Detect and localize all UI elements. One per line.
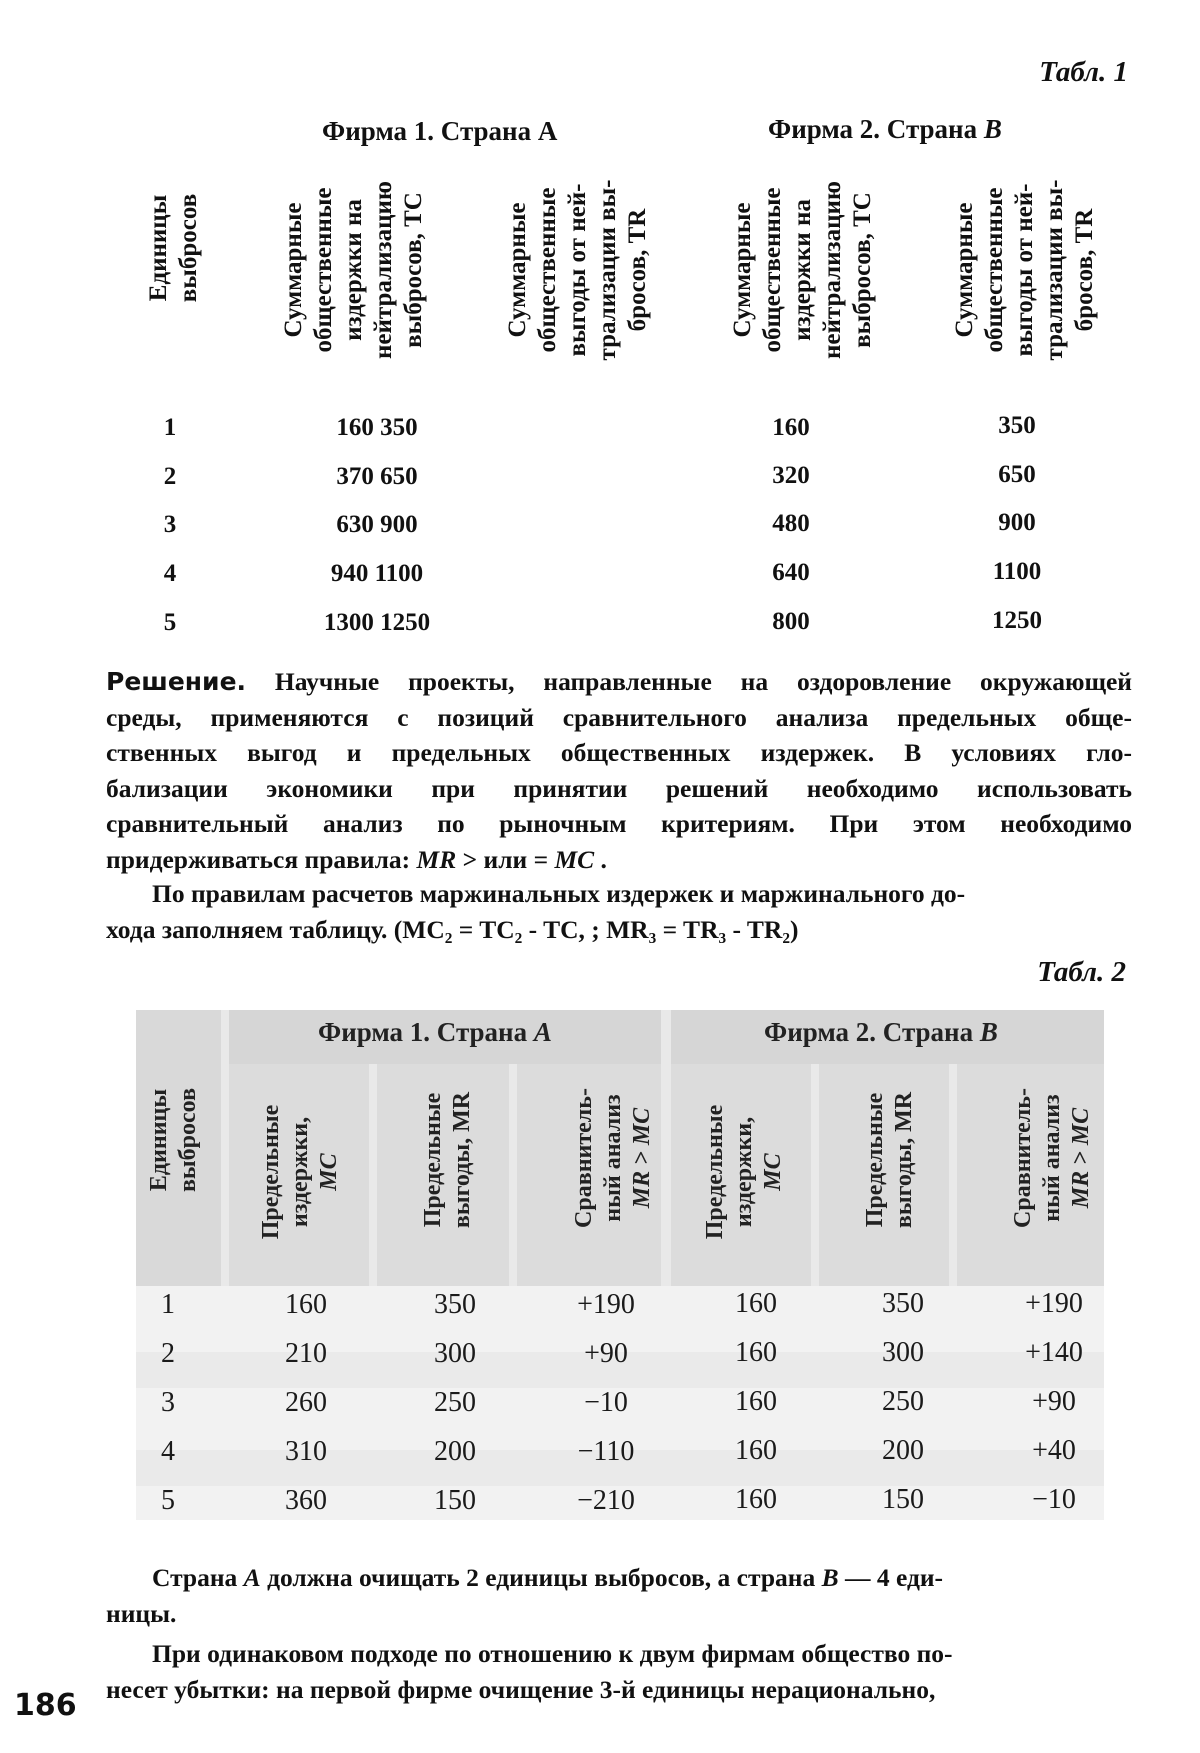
table2-cell-a-cmp: +90	[584, 1338, 628, 1369]
table2-cell-b-mr: 200	[882, 1435, 924, 1466]
text-segment: придерживаться правила:	[106, 844, 417, 874]
text-line: несет убытки: на первой фирме очищение 3-й единицы нерационально,	[106, 1674, 936, 1704]
table2-col-a-cmp	[570, 1088, 656, 1228]
firm1-country-letter: A	[533, 1017, 552, 1047]
col-mc-line: Предельные	[257, 1104, 284, 1240]
table2-cell-b-mr: 300	[882, 1337, 924, 1368]
col-tr-line: трализации вы-	[1041, 179, 1068, 361]
table2-cell-b-mr: 250	[882, 1386, 924, 1417]
table1-cell-a: 1300 1250	[323, 609, 431, 636]
col-tr-line: выгоды от ней-	[1011, 183, 1038, 357]
table2-cell-b-cmp: −10	[1032, 1484, 1076, 1515]
text-line	[106, 842, 1132, 878]
table1-cell-unit: 3	[163, 511, 177, 538]
text-segment: > или =	[456, 844, 555, 874]
table1-cell-b-tc: 640	[772, 559, 810, 586]
text-segment: должна очищать 2 единицы выбросов, а страна	[260, 1563, 822, 1592]
col-tc-line: издержки на	[789, 199, 816, 341]
col-tc-line: издержки на	[340, 199, 367, 341]
col-mc-line: MC	[315, 1153, 342, 1191]
table2-cell-a-cmp: −10	[584, 1387, 628, 1418]
text-segment: Страна	[152, 1563, 244, 1592]
table1-cell-b-tr: 1100	[992, 558, 1042, 585]
page-number: 186	[14, 1688, 77, 1723]
table1-col-units	[144, 194, 204, 302]
text-segment: .	[594, 844, 607, 874]
text-line: среды, применяются с позиций сравнительного анализа предельных обще-	[106, 702, 1132, 732]
text-line: При одинаковом подходе по отношению к двум фирмам общество по-	[152, 1639, 953, 1668]
col-tr-line: общественные	[981, 187, 1008, 353]
text-line	[106, 1560, 1132, 1596]
col-tr-line: трализации вы-	[594, 179, 621, 361]
col-cmp-line: Сравнитель-	[1009, 1088, 1036, 1228]
table2-cell-b-cmp: +190	[1025, 1288, 1083, 1319]
text-line: ницы.	[106, 1598, 177, 1628]
solution-label: Решение.	[106, 667, 247, 696]
table2-cell-a-mc: 210	[285, 1338, 327, 1369]
col-tr-line: Суммарные	[951, 202, 978, 338]
col-mr-line: выгоды, MR	[449, 1091, 475, 1229]
country-letter: B	[821, 1563, 839, 1592]
table1-cell-unit: 2	[163, 463, 177, 490]
table2-caption: Табл. 2	[1037, 956, 1126, 988]
table2-cell-b-mc: 160	[735, 1337, 777, 1368]
table1-col-a-tc	[279, 181, 429, 359]
country-letter: A	[243, 1563, 261, 1592]
col-units-line: Единицы	[146, 1088, 173, 1192]
table1-cell-unit: 1	[163, 414, 177, 441]
col-mc-line: издержки,	[286, 1116, 313, 1228]
table1-col-b-tr	[950, 180, 1100, 361]
table1-caption: Табл. 1	[1039, 56, 1128, 88]
table1-cell-b-tr: 900	[998, 509, 1036, 536]
col-tc-line: выбросов, TC	[400, 192, 427, 348]
text-line: По правилам расчетов маржинальных издержек и маржинального до-	[152, 879, 966, 908]
col-tc-line: нейтрализацию	[370, 180, 397, 360]
table2-cell-b-cmp: +40	[1032, 1435, 1076, 1466]
table1-cell-b-tc: 320	[772, 462, 810, 489]
col-tc-line: выбросов, TC	[849, 192, 876, 348]
table2-col-a-mc	[257, 1105, 343, 1240]
table2-cell-b-mc: 160	[735, 1435, 777, 1466]
table2-cell-b-mr: 350	[882, 1288, 924, 1319]
firm2-label: Фирма 2. Страна	[764, 1017, 980, 1047]
col-cmp-line: ный анализ	[599, 1094, 626, 1222]
table2-col-units	[145, 1088, 203, 1192]
table2-cell-a-mc: 260	[285, 1387, 327, 1418]
col-mc-line: издержки,	[730, 1116, 757, 1228]
table2-cell-unit: 5	[161, 1485, 175, 1516]
table1-cell-b-tr: 1250	[992, 607, 1042, 634]
calc-paragraph	[106, 876, 1132, 947]
col-tc-line: общественные	[759, 187, 786, 353]
table2-cell-b-cmp: +140	[1025, 1337, 1083, 1368]
col-mc-line: MC	[759, 1153, 786, 1191]
col-tr-line: бросов, TR	[1071, 208, 1098, 332]
table2-col-b-cmp	[1009, 1088, 1095, 1228]
col-cmp-line: Сравнитель-	[570, 1088, 597, 1228]
col-tr-line: общественные	[534, 187, 561, 353]
table2-cell-unit: 2	[161, 1338, 175, 1369]
table2-cell-a-mr: 150	[434, 1485, 476, 1516]
firm2-label: Фирма 2. Страна	[768, 114, 984, 144]
firm2-country-letter: B	[983, 114, 1002, 144]
table2-firm1-header	[318, 1017, 552, 1048]
text-line	[106, 664, 1132, 700]
col-tr-line: Суммарные	[504, 202, 531, 338]
firm2-country-letter: B	[979, 1017, 998, 1047]
table1-cell-a: 370 650	[336, 463, 418, 490]
table2-cell-a-mc: 360	[285, 1485, 327, 1516]
table1-cell-b-tc: 160	[772, 414, 810, 441]
formula-mc: MC	[554, 844, 595, 874]
col-cmp-line: MR > MC	[1067, 1107, 1094, 1209]
solution-paragraph	[106, 664, 1132, 877]
table1-col-a-tr	[503, 180, 653, 361]
table2-cell-b-cmp: +90	[1032, 1386, 1076, 1417]
col-tr-line: бросов, TR	[624, 208, 651, 332]
col-units-line: Единицы	[145, 194, 172, 302]
col-tc-line: общественные	[310, 187, 337, 353]
text-line: ственных выгод и предельных общественных издержек. В условиях гло-	[106, 738, 1132, 767]
table2-cell-a-mr: 200	[434, 1436, 476, 1467]
col-cmp-line: MR > MC	[628, 1107, 655, 1209]
table2-cell-a-cmp: +190	[577, 1289, 635, 1320]
table2-cell-b-mc: 160	[735, 1288, 777, 1319]
table2-cell-a-mc: 160	[285, 1289, 327, 1320]
table2-col-b-mc	[701, 1105, 787, 1240]
table2-cell-a-mr: 350	[434, 1289, 476, 1320]
table2-cell-a-cmp: −110	[577, 1436, 635, 1467]
table1-firm2-header	[768, 114, 1002, 145]
table1-cell-b-tr: 350	[998, 412, 1036, 439]
table1-cell-a: 630 900	[336, 511, 418, 538]
col-mr-line: выгоды, MR	[891, 1091, 917, 1229]
col-units-line: выбросов	[175, 1087, 201, 1193]
table1-cell-b-tr: 650	[998, 461, 1036, 488]
conclusion-paragraph-2	[106, 1636, 1132, 1707]
col-tc-line: Суммарные	[729, 202, 756, 338]
text-line: бализации экономики при принятии решений необходимо использовать	[106, 773, 1132, 803]
col-units-line: выбросов	[175, 193, 202, 303]
table1-cell-a: 940 1100	[330, 560, 424, 587]
table2-cell-a-mr: 250	[434, 1387, 476, 1418]
table2-cell-unit: 4	[161, 1436, 175, 1467]
col-tc-line: Суммарные	[280, 202, 307, 338]
table2-cell-unit: 1	[161, 1289, 175, 1320]
col-mr-line: Предельные	[862, 1092, 889, 1228]
table2-cell-a-cmp: −210	[577, 1485, 635, 1516]
text-segment: — 4 еди-	[838, 1563, 944, 1592]
table1-col-b-tc	[728, 181, 878, 359]
firm1-label: Фирма 1. Страна	[318, 1017, 534, 1047]
text-line: хода заполняем таблицу. (MC₂ = TC₂ - TC, ; MR₃ = TR₃ - TR₂)	[106, 914, 799, 944]
table1-cell-unit: 4	[163, 560, 177, 587]
table1-cell-b-tc: 800	[772, 608, 810, 635]
table1-firm1-header: Фирма 1. Страна А	[322, 116, 558, 146]
table2-cell-b-mr: 150	[882, 1484, 924, 1515]
table2-cell-unit: 3	[161, 1387, 175, 1418]
table1-cell-unit: 5	[163, 609, 177, 636]
table2-col-a-mr	[419, 1092, 477, 1228]
table2-cell-a-mr: 300	[434, 1338, 476, 1369]
table2-firm2-header	[764, 1017, 998, 1048]
table1-cell-b-tc: 480	[772, 510, 810, 537]
col-mc-line: Предельные	[701, 1104, 728, 1240]
formula-mr: MR	[416, 844, 457, 874]
table2-col-b-mr	[861, 1092, 919, 1228]
col-cmp-line: ный анализ	[1038, 1094, 1065, 1222]
col-mr-line: Предельные	[420, 1092, 447, 1228]
text-line: сравнительный анализ по рыночным критериям. При этом необходимо	[106, 809, 1132, 838]
conclusion-paragraph-1	[106, 1560, 1132, 1631]
col-tr-line: выгоды от ней-	[564, 183, 591, 357]
table2-cell-a-mc: 310	[285, 1436, 327, 1467]
table1-cell-a: 160 350	[336, 414, 418, 441]
text-segment: Научные проекты, направленные на оздоровление окружающей	[274, 667, 1133, 696]
table2-cell-b-mc: 160	[735, 1386, 777, 1417]
table2-cell-b-mc: 160	[735, 1484, 777, 1515]
col-tc-line: нейтрализацию	[819, 180, 846, 360]
